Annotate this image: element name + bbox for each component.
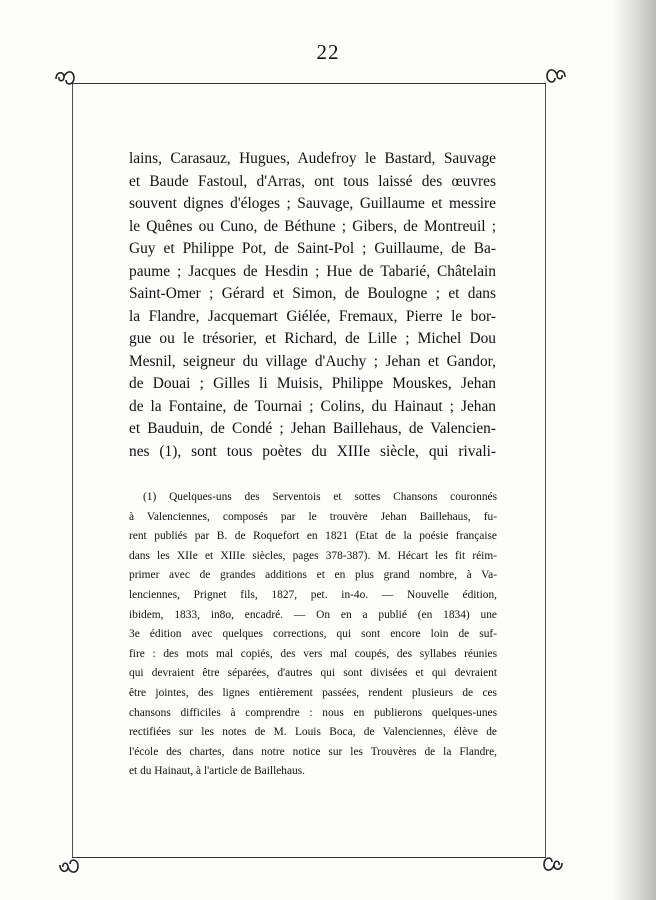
page-number: 22 [316,40,340,64]
footnote-line: lenciennes, Prignet fils, 1827, pet. in-4o. — Nouvelle édition, [129,588,497,601]
frame-left-rule [72,83,73,858]
footnote-line: être jointes, des lignes entièrement passées, rendent plusieurs de ces [129,686,497,699]
page-edge-shadow [612,0,656,900]
text-line: paume ; Jacques de Hesdin ; Hue de Tabarié, Châtelain [129,262,496,280]
footnote-line: ibidem, 1833, in8o, encadré. — On en a publié (en 1834) une [129,608,497,621]
text-line: Mesnil, seigneur du village d'Auchy ; Jehan et Gandor, [129,352,496,370]
text-line: et Bauduin, de Condé ; Jehan Baillehaus, de Valencien- [129,420,496,437]
text-line: le Quênes ou Cuno, de Béthune ; Gibers, de Montreuil ; [129,217,496,235]
frame-right-rule [545,83,546,858]
scroll-ornament-icon [543,64,569,90]
body-paragraph [129,148,496,463]
frame-bottom-rule [72,857,546,858]
footnote-line: primer avec de grandes additions et en plus grand nombre, à Va- [129,569,497,582]
footnote-line: qui devraient être séparées, d'autres qui sont divisées et qui devraient [129,667,497,680]
scroll-ornament-icon [56,852,82,878]
footnote-line: chansons difficiles à comprendre : nous en publierons quelques-unes [129,706,497,719]
text-line: gue ou le trésorier, et Richard, de Lille ; Michel Dou [129,330,496,347]
footnote-line: (1) Quelques-uns des Serventois et sottes Chansons couronnés [143,491,497,503]
text-line: Saint-Omer ; Gérard et Simon, de Boulogne ; et dans [129,285,496,302]
text-line: la Flandre, Jacquemart Giélée, Fremaux, Pierre le bor- [129,307,496,325]
text-line: de Douai ; Gilles li Muisis, Philippe Mouskes, Jehan [129,375,496,392]
text-line: et Baude Fastoul, d'Arras, ont tous laissé des œuvres [129,172,496,190]
footnote-line: l'école des chartes, dans notre notice sur les Trouvères de la Flandre, [129,745,497,758]
text-line: lains, Carasauz, Hugues, Audefroy le Bastard, Sauvage [129,150,496,167]
frame-top-rule [72,83,546,84]
footnote-line: et du Hainaut, à l'article de Baillehaus. [129,765,306,778]
scroll-ornament-icon [540,850,566,876]
footnote-line: rectifiées sur les notes de M. Louis Boca, de Valenciennes, élève de [129,726,497,739]
footnote-line: rent publiés par B. de Roquefort en 1821 (Etat de la poésie française [129,530,497,543]
footnote-line: à Valenciennes, composés par le trouvère Jehan Baillehaus, fu- [129,510,497,523]
footnote-line: fire : des mots mal copiés, des vers mal coupés, des syllabes réunies [129,647,497,660]
footnote-line: dans les XIIe et XIIIe siècles, pages 378-387). M. Hécart les fit réim- [129,549,497,562]
text-line: Guy et Philippe Pot, de Saint-Pol ; Guillaume, de Ba- [129,240,496,257]
footnote-line: 3e édition avec quelques corrections, qui sont encore loin de suf- [129,628,497,641]
text-line: de la Fontaine, de Tournai ; Colins, du Hainaut ; Jehan [129,397,496,415]
scroll-ornament-icon [52,66,78,92]
text-line: nes (1), sont tous poètes du XIIIe siècle, qui rivali- [129,442,496,460]
footnote [129,488,497,782]
text-line: souvent dignes d'éloges ; Sauvage, Guillaume et messire [129,195,496,212]
